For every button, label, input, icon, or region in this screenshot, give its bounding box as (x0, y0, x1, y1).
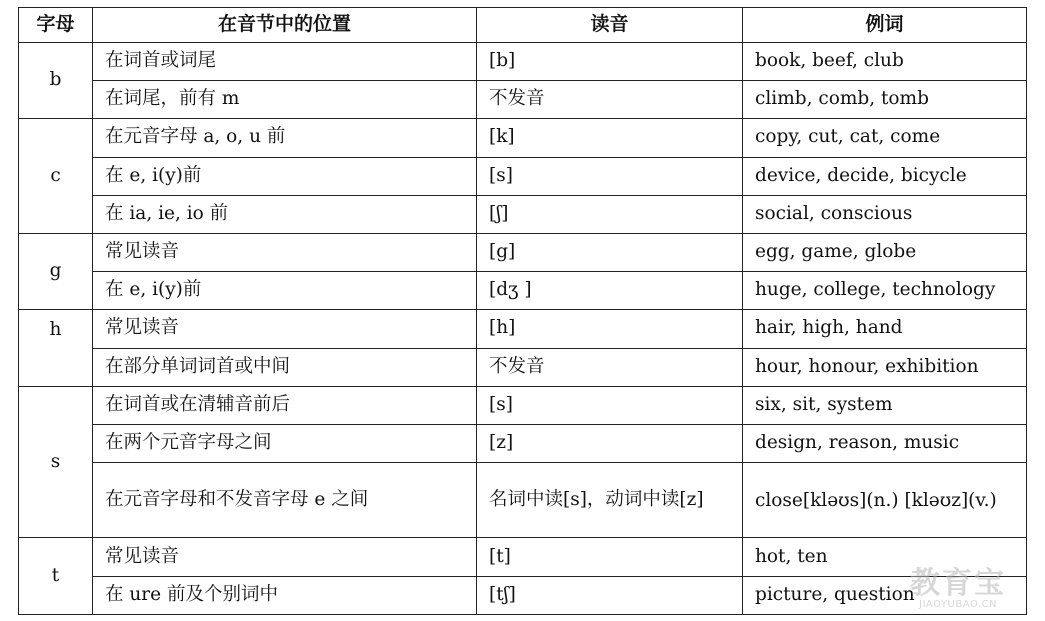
position-cell: 在词首或词尾 (93, 43, 477, 81)
letter-cell: g (19, 233, 93, 309)
table-row (19, 386, 1027, 424)
sound-cell: [g] (477, 233, 743, 271)
position-cell: 在词首或在清辅音前后 (93, 386, 477, 424)
sound-cell: 不发音 (477, 348, 743, 386)
position-cell: 在 ure 前及个别词中 (93, 576, 477, 614)
header-pronunciation: 读音 (477, 8, 743, 43)
table-row (19, 43, 1027, 81)
position-cell: 在 ia, ie, io 前 (93, 195, 477, 233)
position-cell: 在部分单词词首或中间 (93, 348, 477, 386)
examples-cell: huge, college, technology (743, 272, 1027, 310)
examples-cell: hot, ten (743, 538, 1027, 576)
table-row (19, 233, 1027, 271)
sound-cell: [t] (477, 538, 743, 576)
examples-cell: hour, honour, exhibition (743, 348, 1027, 386)
position-cell: 常见读音 (93, 233, 477, 271)
header-letter: 字母 (19, 8, 93, 43)
sound-cell: [s] (477, 157, 743, 195)
sound-cell: 名词中读[s]，动词中读[z] (477, 463, 743, 538)
header-examples: 例词 (743, 8, 1027, 43)
table-row (19, 424, 1027, 462)
position-cell: 在元音字母和不发音字母 e 之间 (93, 463, 477, 538)
table-row (19, 348, 1027, 386)
sound-cell: 不发音 (477, 81, 743, 119)
sound-cell: [z] (477, 424, 743, 462)
table-row (19, 272, 1027, 310)
table-row (19, 463, 1027, 538)
position-cell: 在 e, i(y)前 (93, 272, 477, 310)
examples-cell: social, conscious (743, 195, 1027, 233)
sound-cell: [dʒ ] (477, 272, 743, 310)
table-row (19, 119, 1027, 157)
table-row (19, 157, 1027, 195)
position-cell: 常见读音 (93, 310, 477, 348)
watermark-url: JIAOYUBAO.CN (919, 599, 997, 610)
sound-cell: [tʃ] (477, 576, 743, 614)
position-cell: 在元音字母 a, o, u 前 (93, 119, 477, 157)
sound-cell: [s] (477, 386, 743, 424)
header-position: 在音节中的位置 (93, 8, 477, 43)
sound-cell: [k] (477, 119, 743, 157)
sound-cell: [ʃ] (477, 195, 743, 233)
table-header-row (19, 8, 1027, 43)
watermark-text: 教育宝 (910, 566, 1006, 601)
position-cell: 在两个元音字母之间 (93, 424, 477, 462)
letter-cell: b (19, 43, 93, 119)
examples-cell: book, beef, club (743, 43, 1027, 81)
sound-cell: [h] (477, 310, 743, 348)
table-row (19, 195, 1027, 233)
examples-cell: device, decide, bicycle (743, 157, 1027, 195)
sound-cell: [b] (477, 43, 743, 81)
table-row (19, 310, 1027, 348)
examples-cell: climb, comb, tomb (743, 81, 1027, 119)
examples-cell: design, reason, music (743, 424, 1027, 462)
position-cell: 常见读音 (93, 538, 477, 576)
position-cell: 在词尾，前有 m (93, 81, 477, 119)
examples-cell: copy, cut, cat, come (743, 119, 1027, 157)
examples-cell: egg, game, globe (743, 233, 1027, 271)
position-cell: 在 e, i(y)前 (93, 157, 477, 195)
letter-cell: s (19, 386, 93, 538)
letter-cell: c (19, 119, 93, 234)
phonics-table-container (18, 7, 1026, 615)
letter-cell: h (19, 310, 93, 386)
table-row (19, 538, 1027, 576)
letter-pronunciation-table (18, 7, 1027, 615)
examples-cell: picture, question (743, 576, 1027, 614)
table-row (19, 576, 1027, 614)
table-row (19, 81, 1027, 119)
letter-cell: t (19, 538, 93, 615)
examples-cell: close[kləʊs](n.) [kləʊz](v.) (743, 463, 1027, 538)
examples-cell: hair, high, hand (743, 310, 1027, 348)
examples-cell: six, sit, system (743, 386, 1027, 424)
